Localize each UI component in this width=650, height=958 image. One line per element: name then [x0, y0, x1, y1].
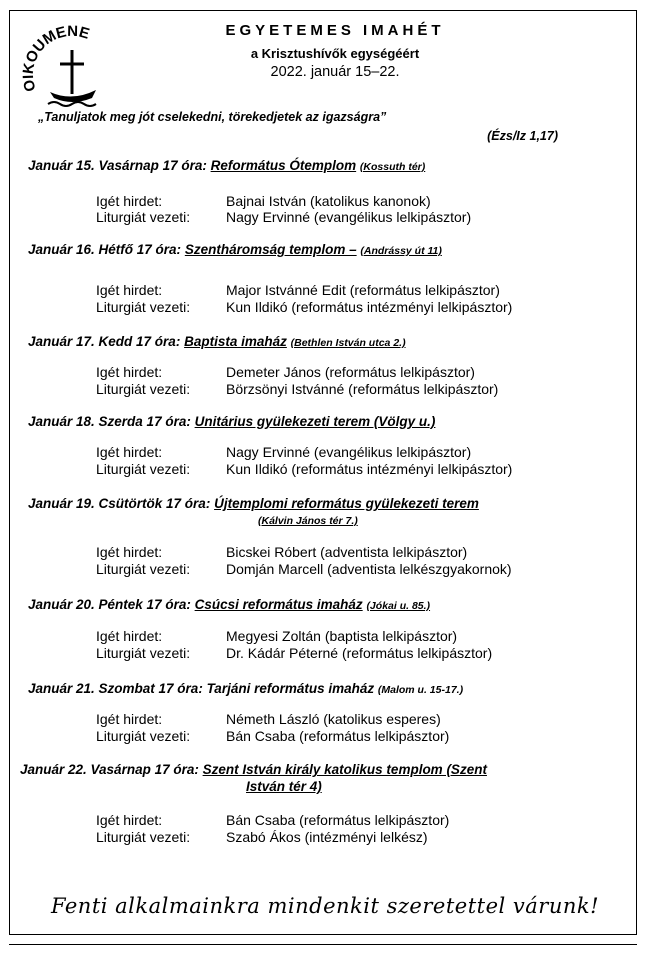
preacher-name: Bicskei Róbert (adventista lelkipásztor)	[226, 544, 468, 560]
event-heading	[28, 681, 463, 696]
liturgist-label: Liturgiát vezeti:	[96, 645, 191, 661]
liturgist-label: Liturgiát vezeti:	[96, 299, 191, 315]
event-heading	[28, 597, 430, 612]
preacher-label: Igét hirdet:	[96, 544, 163, 560]
event-date: Január 20. Péntek 17 óra:	[28, 597, 191, 612]
preacher-label: Igét hirdet:	[96, 193, 163, 209]
event-heading	[28, 334, 406, 349]
event-heading	[28, 414, 435, 429]
event-address: (Malom u. 15-17.)	[377, 684, 464, 696]
event-heading	[28, 158, 425, 173]
preacher-label: Igét hirdet:	[96, 282, 163, 298]
page-subtitle: a Krisztushívők egységéért	[250, 46, 420, 61]
liturgist-label: Liturgiát vezeti:	[96, 728, 191, 744]
event-date: Január 19. Csütörtök 17 óra:	[28, 496, 211, 511]
liturgist-label: Liturgiát vezeti:	[96, 829, 191, 845]
event-date: Január 21. Szombat 17 óra: Tarjáni református imaház	[28, 681, 375, 696]
event-address: (Andrássy út 11)	[360, 245, 442, 257]
liturgist-label: Liturgiát vezeti:	[96, 461, 191, 477]
bottom-rule	[9, 944, 637, 945]
event-address: (Kálvin János tér 7.)	[258, 515, 358, 527]
liturgist-name: Nagy Ervinné (evangélikus lelkipásztor)	[226, 209, 472, 225]
event-date: Január 18. Szerda 17 óra:	[28, 414, 191, 429]
event-location: Baptista imaház	[184, 334, 287, 349]
event-heading	[20, 762, 487, 777]
liturgist-name: Domján Marcell (adventista lelkészgyakornok)	[226, 561, 512, 577]
liturgist-name: Dr. Kádár Péterné (református lelkipásztor)	[226, 645, 493, 661]
page-title: EGYETEMES IMAHÉT	[225, 22, 445, 39]
liturgist-name: Szabó Ákos (intézményi lelkész)	[226, 829, 428, 845]
preacher-label: Igét hirdet:	[96, 812, 163, 828]
preacher-name: Bán Csaba (református lelkipásztor)	[226, 812, 450, 828]
preacher-name: Demeter János (református lelkipásztor)	[226, 364, 475, 380]
preacher-label: Igét hirdet:	[96, 628, 163, 644]
event-date-range: 2022. január 15–22.	[270, 64, 400, 80]
oikoumene-logo	[20, 20, 120, 112]
event-address: (Jókai u. 85.)	[366, 600, 431, 612]
event-location: Szent István király katolikus templom (Szent	[202, 762, 487, 777]
event-address: (Bethlen István utca 2.)	[290, 337, 406, 349]
event-location: Unitárius gyülekezeti terem (Völgy u.)	[194, 414, 436, 429]
liturgist-name: Bán Csaba (református lelkipásztor)	[226, 728, 450, 744]
event-heading	[28, 496, 479, 511]
liturgist-name: Börzsönyi Istvánné (református lelkipásztor)	[226, 381, 499, 397]
preacher-label: Igét hirdet:	[96, 364, 163, 380]
event-address: István tér 4)	[246, 779, 322, 794]
svg-text:OIKOUMENE: OIKOUMENE	[20, 22, 92, 94]
liturgist-label: Liturgiát vezeti:	[96, 561, 191, 577]
liturgist-name: Kun Ildikó (református intézményi lelkipásztor)	[226, 461, 513, 477]
event-location: Újtemplomi református gyülekezeti terem	[214, 496, 479, 511]
event-date: Január 17. Kedd 17 óra:	[28, 334, 181, 349]
event-date: Január 16. Hétfő 17 óra:	[28, 242, 182, 257]
event-heading	[28, 242, 442, 257]
preacher-name: Major Istvánné Edit (református lelkipásztor)	[226, 282, 500, 298]
bible-quote: „Tanuljatok meg jót cselekedni, törekedjetek az igazságra”	[38, 110, 387, 124]
preacher-name: Megyesi Zoltán (baptista lelkipásztor)	[226, 628, 458, 644]
preacher-name: Bajnai István (katolikus kanonok)	[226, 193, 431, 209]
bible-reference: (Ézs/Iz 1,17)	[487, 129, 558, 143]
liturgist-name: Kun Ildikó (református intézményi lelkipásztor)	[226, 299, 513, 315]
event-date: Január 22. Vasárnap 17 óra:	[20, 762, 199, 777]
preacher-name: Nagy Ervinné (evangélikus lelkipásztor)	[226, 444, 472, 460]
closing-invitation: Fenti alkalmainkra mindenkit szeretettel várunk!	[50, 894, 600, 918]
preacher-label: Igét hirdet:	[96, 444, 163, 460]
event-address: (Kossuth tér)	[359, 161, 426, 173]
liturgist-label: Liturgiát vezeti:	[96, 381, 191, 397]
liturgist-label: Liturgiát vezeti:	[96, 209, 191, 225]
event-date: Január 15. Vasárnap 17 óra:	[28, 158, 207, 173]
event-location: Csúcsi református imaház	[194, 597, 363, 612]
event-location: Református Ótemplom	[210, 158, 357, 173]
preacher-name: Németh László (katolikus esperes)	[226, 711, 441, 727]
preacher-label: Igét hirdet:	[96, 711, 163, 727]
event-location: Szentháromság templom –	[184, 242, 357, 257]
